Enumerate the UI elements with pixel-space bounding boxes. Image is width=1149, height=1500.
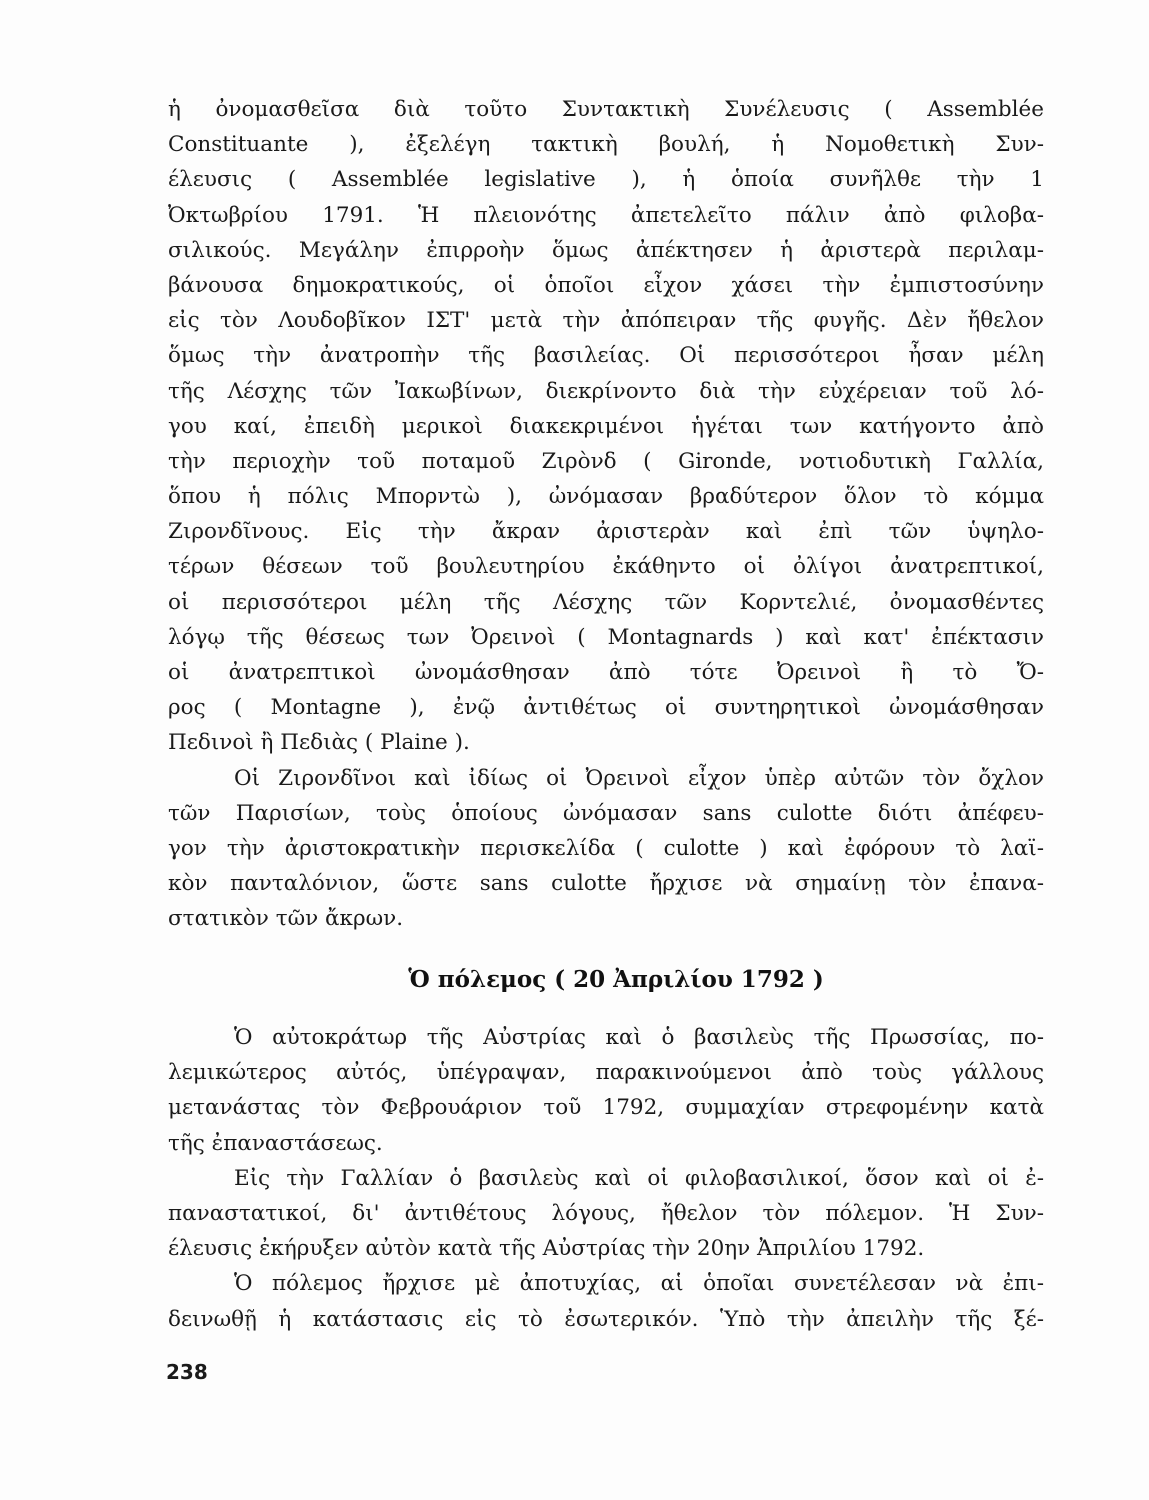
text-line: γου καί, ἐπειδὴ μερικοὶ διακεκριμένοι ἡγέται των κατήγοντο ἀπὸ (168, 413, 1044, 439)
text-line: Ζιρονδῖνους. Εἰς τὴν ἄκραν ἀριστερὰν καὶ ἐπὶ τῶν ὑψηλο- (168, 519, 1044, 545)
text-line: μετανάστας τὸν Φεβρουάριον τοῦ 1792, συμμαχίαν στρεφομένην κατὰ (168, 1095, 1044, 1121)
section-heading: Ὁ πόλεμος ( 20 Ἀπριλίου 1792 ) (408, 966, 824, 993)
text-line: Ὁ αὐτοκράτωρ τῆς Αὐστρίας καὶ ὁ βασιλεὺς τῆς Πρωσσίας, πο- (234, 1025, 1044, 1050)
text-line: λόγῳ τῆς θέσεως των Ὀρεινοὶ ( Montagnards ) καὶ κατ' ἐπέκτασιν (168, 624, 1044, 650)
text-line: ρος ( Montagne ), ἐνῷ ἀντιθέτως οἱ συντηρητικοὶ ὠνομάσθησαν (168, 695, 1044, 721)
text-line: τῆς ἐπαναστάσεως. (168, 1130, 383, 1156)
text-line: Πεδινοὶ ἢ Πεδιὰς ( Plaine ). (168, 730, 470, 756)
text-line: ἡ ὀνομασθεῖσα διὰ τοῦτο Συντακτικὴ Συνέλευσις ( Assemblée (168, 97, 1044, 122)
text-line: σιλικούς. Μεγάλην ἐπιρροὴν ὅμως ἀπέκτησεν ἡ ἀριστερὰ περιλαμ- (168, 237, 1044, 263)
page-number: 238 (166, 1360, 208, 1384)
section-text-block (168, 1020, 1044, 1337)
text-line: τέρων θέσεων τοῦ βουλευτηρίου ἐκάθηντο οἱ ὀλίγοι ἀνατρεπτικοί, (168, 554, 1044, 580)
text-line: έλευσις ( Assemblée legislative ), ἡ ὁποία συνῆλθε τὴν 1 (168, 167, 1044, 193)
text-line: Εἰς τὴν Γαλλίαν ὁ βασιλεὺς καὶ οἱ φιλοβασιλικοί, ὅσον καὶ οἱ ἐ- (234, 1165, 1044, 1191)
text-line: εἰς τὸν Λουδοβῖκον ΙΣΤ' μετὰ τὴν ἀπόπειραν τῆς φυγῆς. Δὲν ἤθελον (168, 308, 1044, 334)
text-line: βάνουσα δημοκρατικούς, οἱ ὁποῖοι εἶχον χάσει τὴν ἐμπιστοσύνην (168, 272, 1044, 298)
text-line: οἱ ἀνατρεπτικοὶ ὠνομάσθησαν ἀπὸ τότε Ὀρεινοὶ ἢ τὸ Ὄ- (168, 660, 1044, 685)
text-line: τῶν Παρισίων, τοὺς ὁποίους ὠνόμασαν sans culotte διότι ἀπέφευ- (168, 800, 1044, 826)
text-line: Ὁ πόλεμος ἤρχισε μὲ ἀποτυχίας, αἱ ὁποῖαι συνετέλεσαν νὰ ἐπι- (234, 1271, 1044, 1297)
text-line: ὅμως τὴν ἀνατροπὴν τῆς βασιλείας. Οἱ περισσότεροι ἦσαν μέλη (168, 343, 1044, 369)
text-line: γον τὴν ἀριστοκρατικὴν περισκελίδα ( culotte ) καὶ ἐφόρουν τὸ λαϊ- (168, 835, 1044, 861)
text-line: δεινωθῇ ἡ κατάστασις εἰς τὸ ἐσωτερικόν. Ὑπὸ τὴν ἀπειλὴν τῆς ξέ- (168, 1306, 1044, 1332)
text-line: παναστατικοί, δι' ἀντιθέτους λόγους, ἤθελον τὸν πόλεμον. Ἡ Συν- (168, 1200, 1044, 1226)
text-line: τὴν περιοχὴν τοῦ ποταμοῦ Ζιρὸνδ ( Gironde, νοτιοδυτικὴ Γαλλία, (168, 448, 1044, 474)
text-line: Constituante ), ἐξελέγη τακτικὴ βουλή, ἡ Νομοθετικὴ Συν- (168, 132, 1044, 158)
text-line: τῆς Λέσχης τῶν Ἰακωβίνων, διεκρίνοντο διὰ τὴν εὐχέρειαν τοῦ λό- (168, 378, 1044, 404)
text-line: κὸν πανταλόνιον, ὥστε sans culotte ἤρχισε νὰ σημαίνῃ τὸν ἐπανα- (168, 871, 1044, 897)
text-line: στατικὸν τῶν ἄκρων. (168, 906, 404, 932)
text-line: Οἱ Ζιρονδῖνοι καὶ ἰδίως οἱ Ὀρεινοὶ εἶχον ὑπὲρ αὐτῶν τὸν ὄχλον (234, 765, 1044, 791)
text-line: έλευσις ἐκήρυξεν αὐτὸν κατὰ τῆς Αὐστρίας τὴν 20ην Ἀπριλίου 1792. (168, 1236, 925, 1262)
text-line: οἱ περισσότεροι μέλη τῆς Λέσχης τῶν Κορντελιέ, ὀνομασθέντες (168, 589, 1044, 615)
text-line: λεμικώτερος αὐτός, ὑπέγραψαν, παρακινούμενοι ἀπὸ τοὺς γάλλους (168, 1060, 1044, 1086)
text-line: ὅπου ἡ πόλις Μπορντὼ ), ὠνόμασαν βραδύτερον ὅλον τὸ κόμμα (168, 484, 1044, 510)
main-text-block (168, 92, 1044, 937)
text-line: Ὀκτωβρίου 1791. Ἡ πλειονότης ἀπετελεῖτο πάλιν ἀπὸ φιλοβα- (168, 202, 1044, 228)
